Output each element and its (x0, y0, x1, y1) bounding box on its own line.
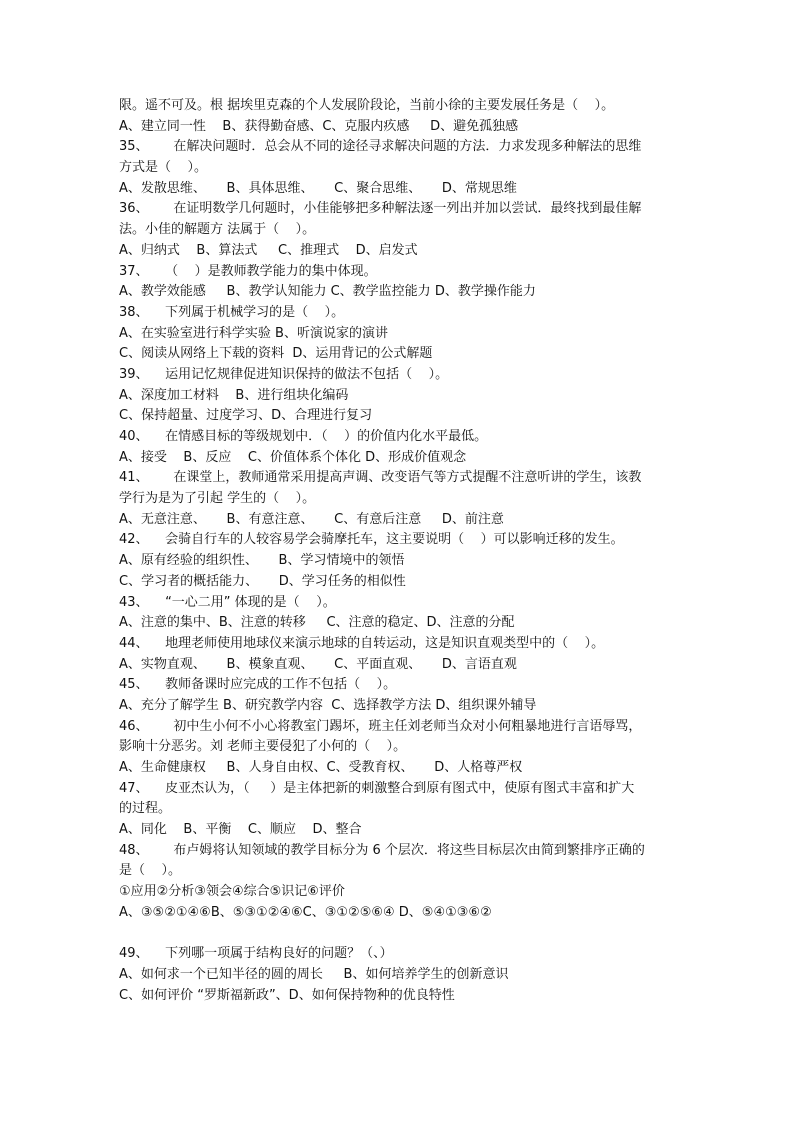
text-line: A、同化 B、平衡 C、顺应 D、整合 (119, 822, 362, 838)
text-line: A、深度加工材料 B、进行组块化编码 (119, 387, 349, 403)
text-line: 学行为是为了引起 学生的（ ）。 (119, 491, 316, 507)
text-line: C、保持超量、过度学习、D、合理进行复习 (119, 408, 373, 424)
text-line: A、接受 B、反应 C、价值体系个体化 D、形成价值观念 (119, 449, 467, 465)
text-line: 37、 （ ）是教师教学能力的集中体现。 (119, 263, 377, 279)
text-line: 的过程。 (119, 801, 172, 817)
text-line: 45、 教师备课时应完成的工作不包括（ ）。 (119, 677, 397, 693)
text-line: A、充分了解学生 B、研究教学内容 C、选择教学方法 D、组织课外辅导 (119, 697, 537, 713)
text-line: A、建立同一性 B、获得勤奋感、C、克服内疚感 D、避免孤独感 (119, 118, 519, 134)
text-line: A、注意的集中、B、注意的转移 C、注意的稳定、D、注意的分配 (119, 615, 515, 631)
text-line: 35、 在解决问题时．总会从不同的途径寻求解决问题的方法．力求发现多种解法的思维 (119, 139, 642, 155)
text-line: 影响十分恶劣。刘 老师主要侵犯了小何的（ ）。 (119, 739, 407, 755)
text-line: A、归纳式 B、算法式 C、推理式 D、启发式 (119, 242, 418, 258)
text-line: C、学习者的概括能力、 D、学习任务的相似性 (119, 573, 406, 589)
text-line: 法。小佳的解题方 法属于（ ）。 (119, 222, 316, 238)
text-line: A、如何求一个已知半径的圆的周长 B、如何培养学生的创新意识 (119, 966, 509, 982)
text-line: 46、 初中生小何不小心将教室门踢坏，班主任刘老师当众对小何粗暴地进行言语辱骂， (119, 718, 642, 734)
text-line: 42、 会骑自行车的人较容易学会骑摩托车，这主要说明（ ）可以影响迁移的发生。 (119, 532, 624, 548)
text-line: 43、 “一心二用” 体现的是（ ）。 (119, 594, 336, 610)
text-line: C、阅读从网络上下载的资料 D、运用背记的公式解题 (119, 346, 433, 362)
text-line: 方式是（ ）。 (119, 160, 208, 176)
text-line: 44、 地理老师使用地球仪来演示地球的自转运动，这是知识直观类型中的（ ）。 (119, 635, 605, 651)
text-line: A、生命健康权 B、人身自由权、C、受教育权、 D、人格尊严权 (119, 760, 523, 775)
text-line: C、如何评价 “罗斯福新政”、D、如何保持物种的优良特性 (119, 987, 455, 1003)
text-line: 39、 运用记忆规律促进知识保持的做法不包括（ ）。 (119, 366, 449, 382)
text-line: 38、 下列属于机械学习的是（ ）。 (119, 304, 345, 320)
text-line: A、③⑤②①④⑥B、⑤③①②④⑥C、③①②⑤⑥④ D、⑤④①③⑥② (119, 904, 492, 920)
text-line: A、教学效能感 B、教学认知能力 C、教学监控能力 D、教学操作能力 (119, 284, 536, 300)
text-line: A、无意注意、 B、有意注意、 C、有意后注意 D、前注意 (119, 511, 504, 527)
text-line: 36、 在证明数学几何题时，小佳能够把多种解法逐一列出并加以尝试．最终找到最佳解 (119, 201, 642, 217)
text-line: A、在实验室进行科学实验 B、听演说家的演讲 (119, 325, 388, 341)
document-page (119, 96, 687, 1006)
text-line: 40、 在情感目标的等级规划中．（ ）的价值内化水平最低。 (119, 429, 488, 444)
text-line: A、发散思维、 B、具体思维、 C、聚合思维、 D、常规思维 (119, 180, 517, 196)
blank-line (119, 924, 687, 945)
text-line: 48、 布卢姆将认知领域的教学目标分为 6 个层次．将这些目标层次由简到繁排序正确的 (119, 842, 645, 858)
text-line: 限。遥不可及。根 据埃里克森的个人发展阶段论，当前小徐的主要发展任务是（ ）。 (119, 98, 615, 113)
text-line: A、实物直观、 B、模象直观、 C、平面直观、 D、言语直观 (119, 656, 517, 672)
text-line: 41、 在课堂上，教师通常采用提高声调、改变语气等方式提醒不注意听讲的学生，该教 (119, 470, 642, 486)
text-line: A、原有经验的组织性、 B、学习情境中的领悟 (119, 553, 405, 569)
text-line: 是（ ）。 (119, 863, 182, 879)
text-line: 47、 皮亚杰认为，（ ）是主体把新的刺激整合到原有图式中，使原有图式丰富和扩大 (119, 780, 635, 796)
text-line: ①应用②分析③领会④综合⑤识记⑥评价 (119, 884, 345, 900)
text-line: 49、 下列哪一项属于结构良好的问题？（、） (119, 946, 393, 962)
